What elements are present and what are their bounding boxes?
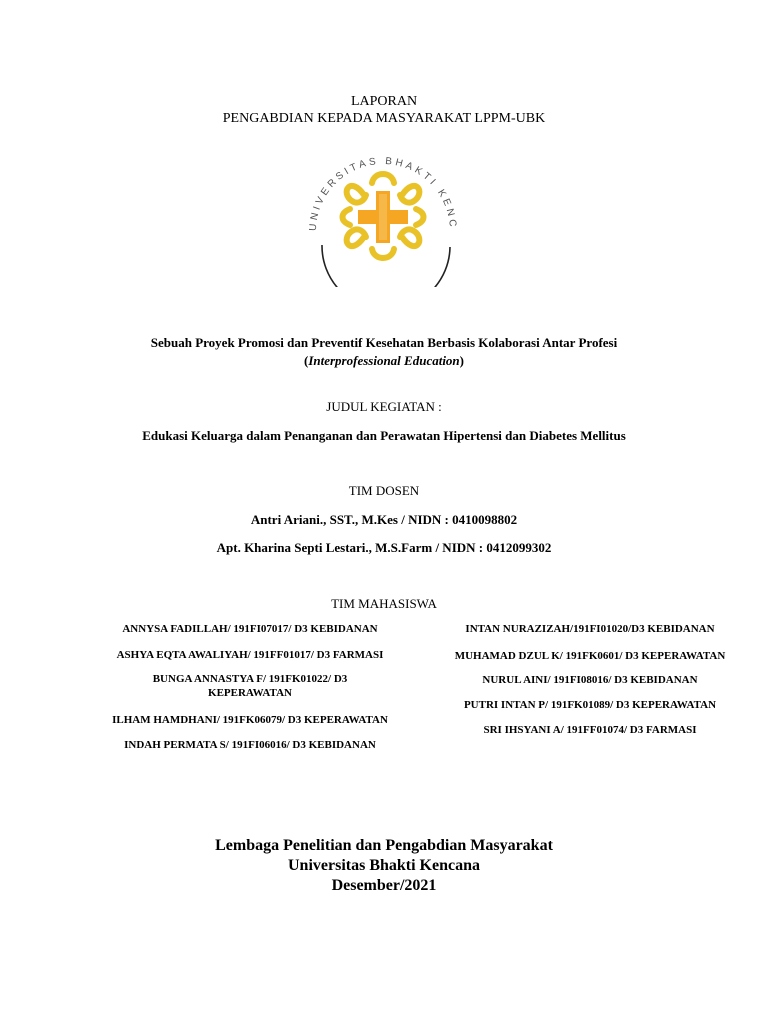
student-left-5: INDAH PERMATA S/ 191FI06016/ D3 KEBIDANAN	[124, 739, 376, 751]
lecturer-heading: TIM DOSEN	[348, 483, 420, 498]
student-left-3: BUNGA ANNASTYA F/ 191FK01022/ D3	[152, 673, 348, 685]
student-list-left	[80, 623, 420, 763]
activity-title: Edukasi Keluarga dalam Penanganan dan Perawatan Hipertensi dan Diabetes Mellitus	[142, 428, 626, 443]
university-name: Universitas Bhakti Kencana	[287, 857, 480, 874]
institution-name: Lembaga Penelitian dan Pengabdian Masyarakat	[215, 837, 553, 854]
student-left-1: ANNYSA FADILLAH/ 191FI07017/ D3 KEBIDANAN	[122, 623, 378, 635]
paren-open: (	[303, 353, 309, 368]
project-description: Sebuah Proyek Promosi dan Preventif Kesehatan Berbasis Kolaborasi Antar Profesi	[150, 335, 618, 350]
student-right-3: NURUL AINI/ 191FI08016/ D3 KEBIDANAN	[482, 674, 698, 686]
student-right-5: SRI IHSYANI A/ 191FF01074/ D3 FARMASI	[483, 724, 697, 736]
report-subtitle: PENGABDIAN KEPADA MASYARAKAT LPPM-UBK	[222, 111, 546, 126]
lecturer-2: Apt. Kharina Septi Lestari., M.S.Farm / NIDN : 0412099302	[216, 540, 552, 555]
student-right-1: INTAN NURAZIZAH/191FI01020/D3 KEBIDANAN	[465, 623, 715, 635]
svg-text:UNIVERSITAS BHAKTI KENCANA: UNIVERSITAS BHAKTI KENC	[307, 155, 459, 232]
paren-close: )	[459, 353, 465, 368]
student-left-4: ILHAM HAMDHANI/ 191FK06079/ D3 KEPERAWATAN	[112, 714, 388, 726]
project-subtitle-italic: Interprofessional Education	[308, 353, 460, 368]
student-right-4: PUTRI INTAN P/ 191FK01089/ D3 KEPERAWATAN	[463, 699, 717, 711]
student-left-2: ASHYA EQTA AWALIYAH/ 191FF01017/ D3 FARMASI	[116, 649, 384, 661]
report-date: Desember/2021	[331, 877, 437, 894]
student-right-2: MUHAMAD DZUL K/ 191FK0601/ D3 KEPERAWATAN	[454, 650, 726, 662]
lecturer-1: Antri Ariani., SST., M.Kes / NIDN : 0410098802	[250, 512, 518, 527]
student-heading: TIM MAHASISWA	[331, 596, 437, 611]
report-label: LAPORAN	[350, 94, 418, 109]
university-logo	[300, 135, 466, 287]
student-list-right	[425, 623, 755, 743]
university-logo-graphic	[300, 135, 466, 287]
student-left-3-cont: KEPERAWATAN	[208, 687, 292, 699]
project-subtitle	[0, 352, 768, 370]
activity-heading: JUDUL KEGIATAN :	[326, 399, 442, 414]
